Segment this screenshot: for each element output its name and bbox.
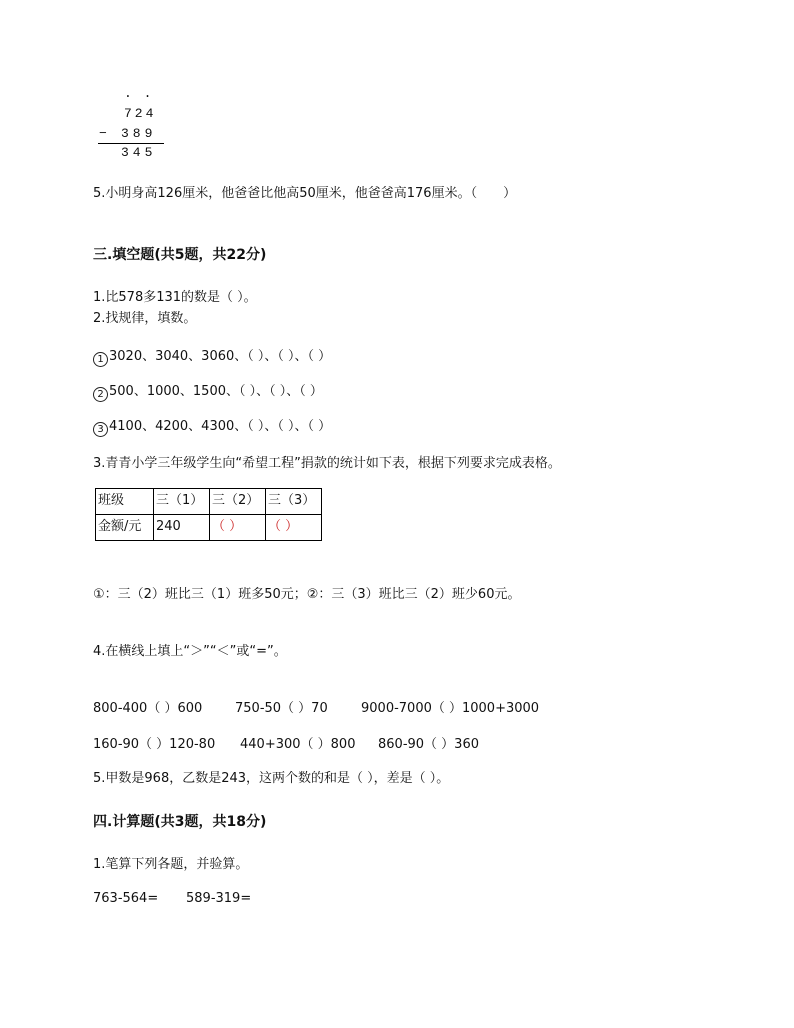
pattern-item-3: [93, 415, 331, 437]
subtrahend: 389: [121, 126, 157, 141]
fill-question-1: 1.比578多131的数是（ ）。: [93, 290, 257, 305]
fill-question-3: 3.青青小学三年级学生向“希望工程”捐款的统计如下表，根据下列要求完成表格。: [93, 456, 561, 471]
compare-expression: 860-90（ ）360: [378, 737, 479, 752]
table-header-cell: 三（3）: [268, 493, 316, 508]
calc-question-1: 1.笔算下列各题，并验算。: [93, 857, 249, 872]
pattern-text: 4100、4200、4300、（ ）、（ ）、（ ）: [109, 419, 332, 434]
minus-sign: −: [99, 126, 107, 141]
table-header-cell: 班级: [98, 493, 125, 508]
table-answer-blank: （ ）: [268, 519, 299, 534]
calc-divider: [98, 143, 164, 144]
compare-expression: 800-400（ ）600: [93, 701, 203, 716]
table-cell: 240: [156, 519, 181, 534]
compare-expression: 9000-7000（ ）1000+3000: [361, 701, 540, 716]
circled-number: 3: [93, 422, 108, 437]
table-border-right: [321, 488, 322, 541]
pattern-text: 500、1000、1500、（ ）、（ ）、（ ）: [109, 384, 323, 399]
minuend: 724: [124, 106, 157, 121]
pattern-item-1: [93, 345, 331, 367]
circled-number: 1: [93, 352, 108, 367]
judge-question-5: 5.小明身高126厘米，他爸爸比他高50厘米，他爸爸高176厘米。（ ）: [93, 186, 517, 201]
table-cell: 金额/元: [98, 519, 142, 534]
table-header-cell: 三（1）: [156, 493, 204, 508]
pattern-text: 3020、3040、3060、（ ）、（ ）、（ ）: [109, 349, 332, 364]
table-answer-blank: （ ）: [212, 519, 243, 534]
carry-dots: . .: [124, 86, 154, 101]
difference: 345: [121, 145, 157, 160]
fill-question-5: 5.甲数是968，乙数是243，这两个数的和是（ ），差是（ ）。: [93, 771, 450, 786]
table-requirements: ①：三（2）班比三（1）班多50元；②：三（3）班比三（2）班少60元。: [93, 587, 521, 602]
compare-expression: 160-90（ ）120-80: [93, 737, 216, 752]
fill-question-2: 2.找规律，填数。: [93, 311, 197, 326]
compare-expression: 440+300（ ）800: [240, 737, 356, 752]
compare-expression: 750-50（ ）70: [235, 701, 328, 716]
fill-question-4: 4.在横线上填上“＞”“＜”或“=”。: [93, 644, 287, 659]
table-header-cell: 三（2）: [212, 493, 260, 508]
calc-expression: 589-319=: [186, 891, 252, 906]
circled-number: 2: [93, 387, 108, 402]
pattern-item-2: [93, 380, 323, 402]
section-3-title: 三.填空题(共5题，共22分): [93, 247, 267, 263]
calc-expression: 763-564=: [93, 891, 159, 906]
section-4-title: 四.计算题(共3题，共18分): [93, 814, 267, 830]
